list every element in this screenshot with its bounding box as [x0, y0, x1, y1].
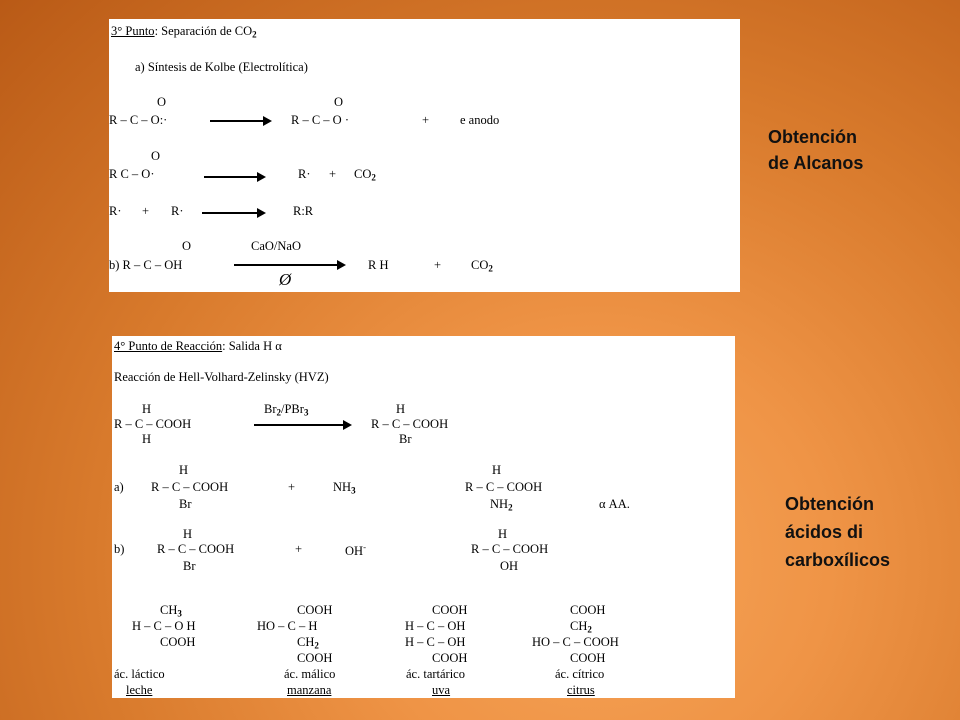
co2-product: $CO_2$ — [354, 167, 376, 183]
tartaric-acid-name: ác. tartárico — [406, 667, 465, 681]
item-a-label: a) — [114, 480, 124, 494]
hydrogen-label: H — [492, 463, 502, 477]
plus-sign: + — [422, 113, 430, 127]
tartaric-center: H – C – OH — [405, 619, 466, 633]
plus-sign: + — [434, 258, 442, 272]
dicarboxylic-caption: Obtención ácidos di carboxílicos — [785, 494, 891, 570]
alpha-bromo-acid: R – C – COOH — [151, 480, 229, 494]
carboxyl-radical-2: R C – O· — [109, 167, 155, 181]
hydroxide: OH- — [345, 542, 366, 559]
hydrogen-label: H — [396, 402, 406, 416]
carboxyl-radical: R – C – O · — [291, 113, 349, 127]
hydrogen-label: H — [142, 402, 152, 416]
reagent-cao-nao: CaO/NaO — [251, 239, 301, 253]
hydroxy-acid: R – C – COOH — [471, 542, 549, 556]
carboxyl-group: COOH — [570, 603, 606, 617]
alkyl-radical: R· — [171, 204, 184, 218]
alkane-rh: R H — [368, 258, 389, 272]
alpha-bromo-acid: R – C – COOH — [371, 417, 449, 431]
carboxyl-group: COOH — [432, 603, 468, 617]
plus-sign: + — [329, 167, 337, 181]
carboxyl-group: COOH — [297, 603, 333, 617]
bromine-label: Br — [183, 559, 196, 573]
panel1-title: 3° Punto: Separación de $CO_2$ — [111, 24, 257, 40]
bromine-label: Br — [399, 432, 412, 446]
carboxyl-group: COOH — [160, 635, 196, 649]
item-b-label: b) — [114, 542, 125, 556]
alpha-amino-acids-note: α AA. — [599, 497, 630, 511]
methylene-group: $CH_2$ — [297, 635, 319, 651]
carboxyl-group: COOH — [297, 651, 333, 665]
plus-sign: + — [288, 480, 296, 494]
citric-acid-name: ác. cítrico — [555, 667, 605, 681]
tartaric-center: H – C – OH — [405, 635, 466, 649]
hvz-heading: Reacción de Hell-Volhard-Zelinsky (HVZ) — [114, 370, 329, 384]
reaction-arrow — [210, 120, 270, 122]
hydrogen-label: H — [142, 432, 152, 446]
amino-acid: R – C – COOH — [465, 480, 543, 494]
alkane-product: R:R — [293, 204, 314, 218]
heat-symbol: Ø — [279, 270, 292, 289]
hydroxyl-label: OH — [500, 559, 519, 573]
oxygen-label: O — [157, 95, 167, 109]
reaction-arrow — [234, 264, 344, 266]
source-grape: uva — [432, 683, 451, 697]
alkanes-caption: Obtención de Alcanos — [768, 127, 864, 173]
oxygen-label: O — [151, 149, 161, 163]
amine-group: $NH_2$ — [490, 497, 513, 513]
hydrogen-label: H — [179, 463, 189, 477]
carboxylate-anion: R – C – O:· — [109, 113, 168, 127]
plus-sign: + — [142, 204, 150, 218]
reaction-arrow — [254, 424, 350, 426]
kolbe-synthesis-panel — [109, 19, 740, 292]
source-citrus: citrus — [567, 683, 595, 697]
ammonia: $NH_3$ — [333, 480, 356, 496]
malic-acid-name: ác. málico — [284, 667, 336, 681]
reagent-br2-pbr3: $Br_2/PBr_3$ — [264, 402, 309, 418]
source-milk: leche — [126, 683, 153, 697]
malic-center: HO – C – H — [257, 619, 318, 633]
electron-anode: e anodo — [460, 113, 500, 127]
plus-sign: + — [295, 542, 303, 556]
alkyl-radical: R· — [109, 204, 122, 218]
kolbe-heading: a) Síntesis de Kolbe (Electrolítica) — [135, 60, 308, 74]
source-apple: manzana — [287, 683, 332, 697]
reaction-arrow — [202, 212, 264, 214]
oxygen-label: O — [334, 95, 344, 109]
methylene-group: $CH_2$ — [570, 619, 592, 635]
bromine-label: Br — [179, 497, 192, 511]
citric-center: HO – C – COOH — [532, 635, 619, 649]
oxygen-label: O — [182, 239, 192, 253]
panel2-title: 4° Punto de Reacción: Salida H α — [114, 339, 282, 353]
carboxyl-group: COOH — [570, 651, 606, 665]
carboxylic-acid: b) R – C – OH — [109, 258, 183, 272]
hydrogen-label: H — [498, 527, 508, 541]
lactic-center: H – C – O H — [132, 619, 196, 633]
carboxylic-acid: R – C – COOH — [114, 417, 192, 431]
alpha-bromo-acid: R – C – COOH — [157, 542, 235, 556]
reaction-arrow — [204, 176, 264, 178]
lactic-acid-name: ác. láctico — [114, 667, 165, 681]
carboxyl-group: COOH — [432, 651, 468, 665]
hvz-reaction-panel — [112, 336, 735, 698]
alkyl-radical: R· — [298, 167, 311, 181]
co2-product: $CO_2$ — [471, 258, 493, 274]
hydrogen-label: H — [183, 527, 193, 541]
methyl-group: $CH_3$ — [160, 603, 182, 619]
